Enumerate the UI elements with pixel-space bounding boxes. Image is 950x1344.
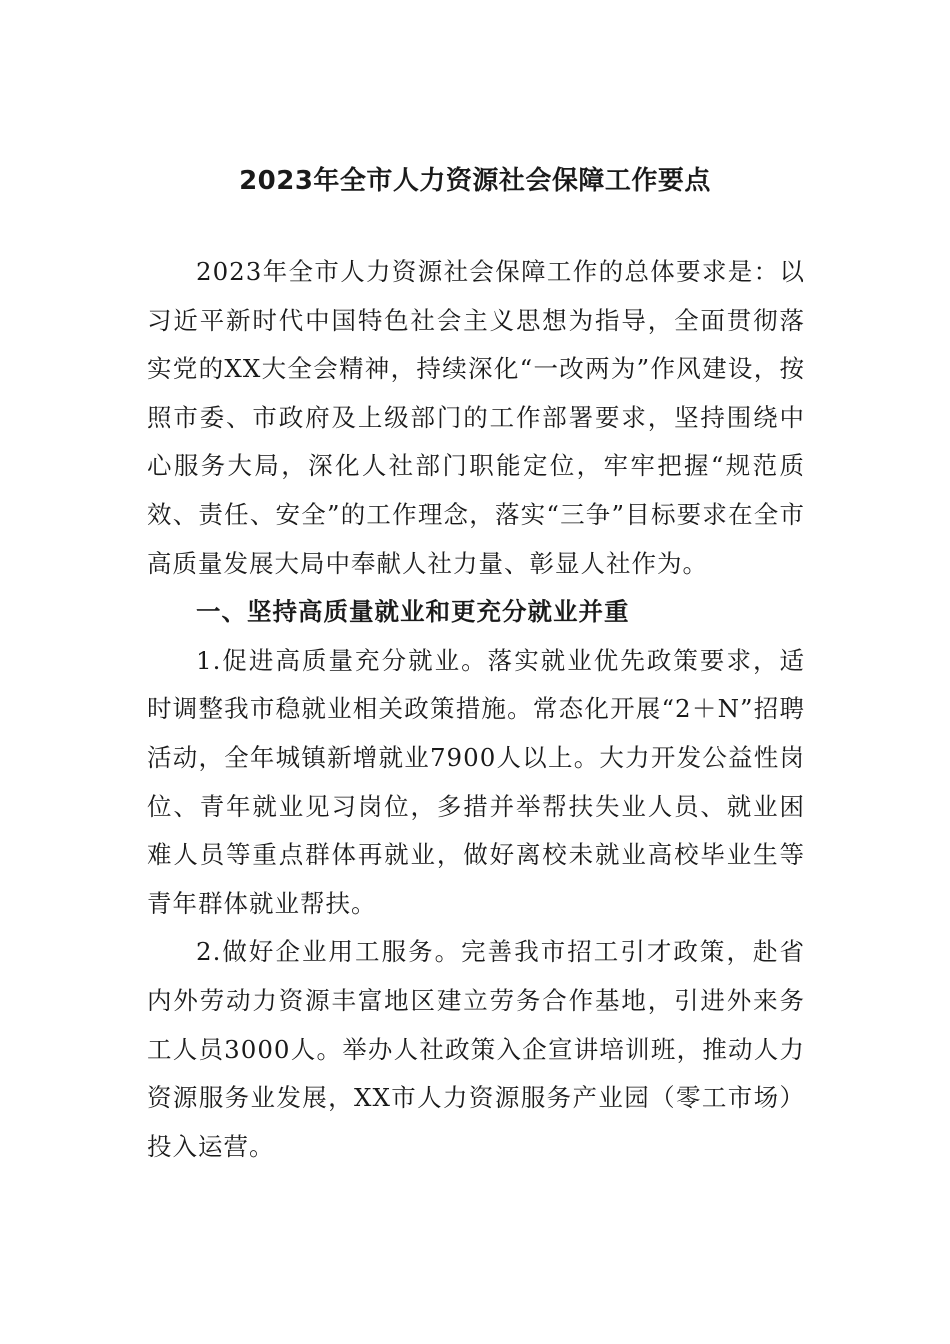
document-title: 2023年全市人力资源社会保障工作要点	[239, 166, 711, 196]
item-paragraph-1: 1.促进高质量充分就业。落实就业优先政策要求，适时调整我市稳就业相关政策措施。常态化开展“2＋N”招聘活动，全年城镇新增就业7900人以上。大力开发公益性岗位、青年就业见习岗位，多措并举帮扶失业人员、就业困难人员等重点群体再就业，做好离校未就业高校毕业生等青年群体就业帮扶。	[147, 645, 805, 918]
item-paragraph-2: 2.做好企业用工服务。完善我市招工引才政策，赴省内外劳动力资源丰富地区建立劳务合作基地，引进外来务工人员3000人。举办人社政策入企宣讲培训班，推动人力资源服务业发展，XX市人力资源服务产业园（零工市场）投入运营。	[147, 937, 805, 1161]
intro-paragraph: 2023年全市人力资源社会保障工作的总体要求是：以习近平新时代中国特色社会主义思想为指导，全面贯彻落实党的XX大全会精神，持续深化“一改两为”作风建设，按照市委、市政府及上级部门的工作部署要求，坚持围绕中心服务大局，深化人社部门职能定位，牢牢把握“规范质效、责任、安全”的工作理念，落实“三争”目标要求在全市高质量发展大局中奉献人社力量、彰显人社作为。	[147, 257, 805, 578]
section-heading: 一、坚持高质量就业和更充分就业并重	[196, 597, 630, 627]
document-body	[147, 248, 805, 1171]
